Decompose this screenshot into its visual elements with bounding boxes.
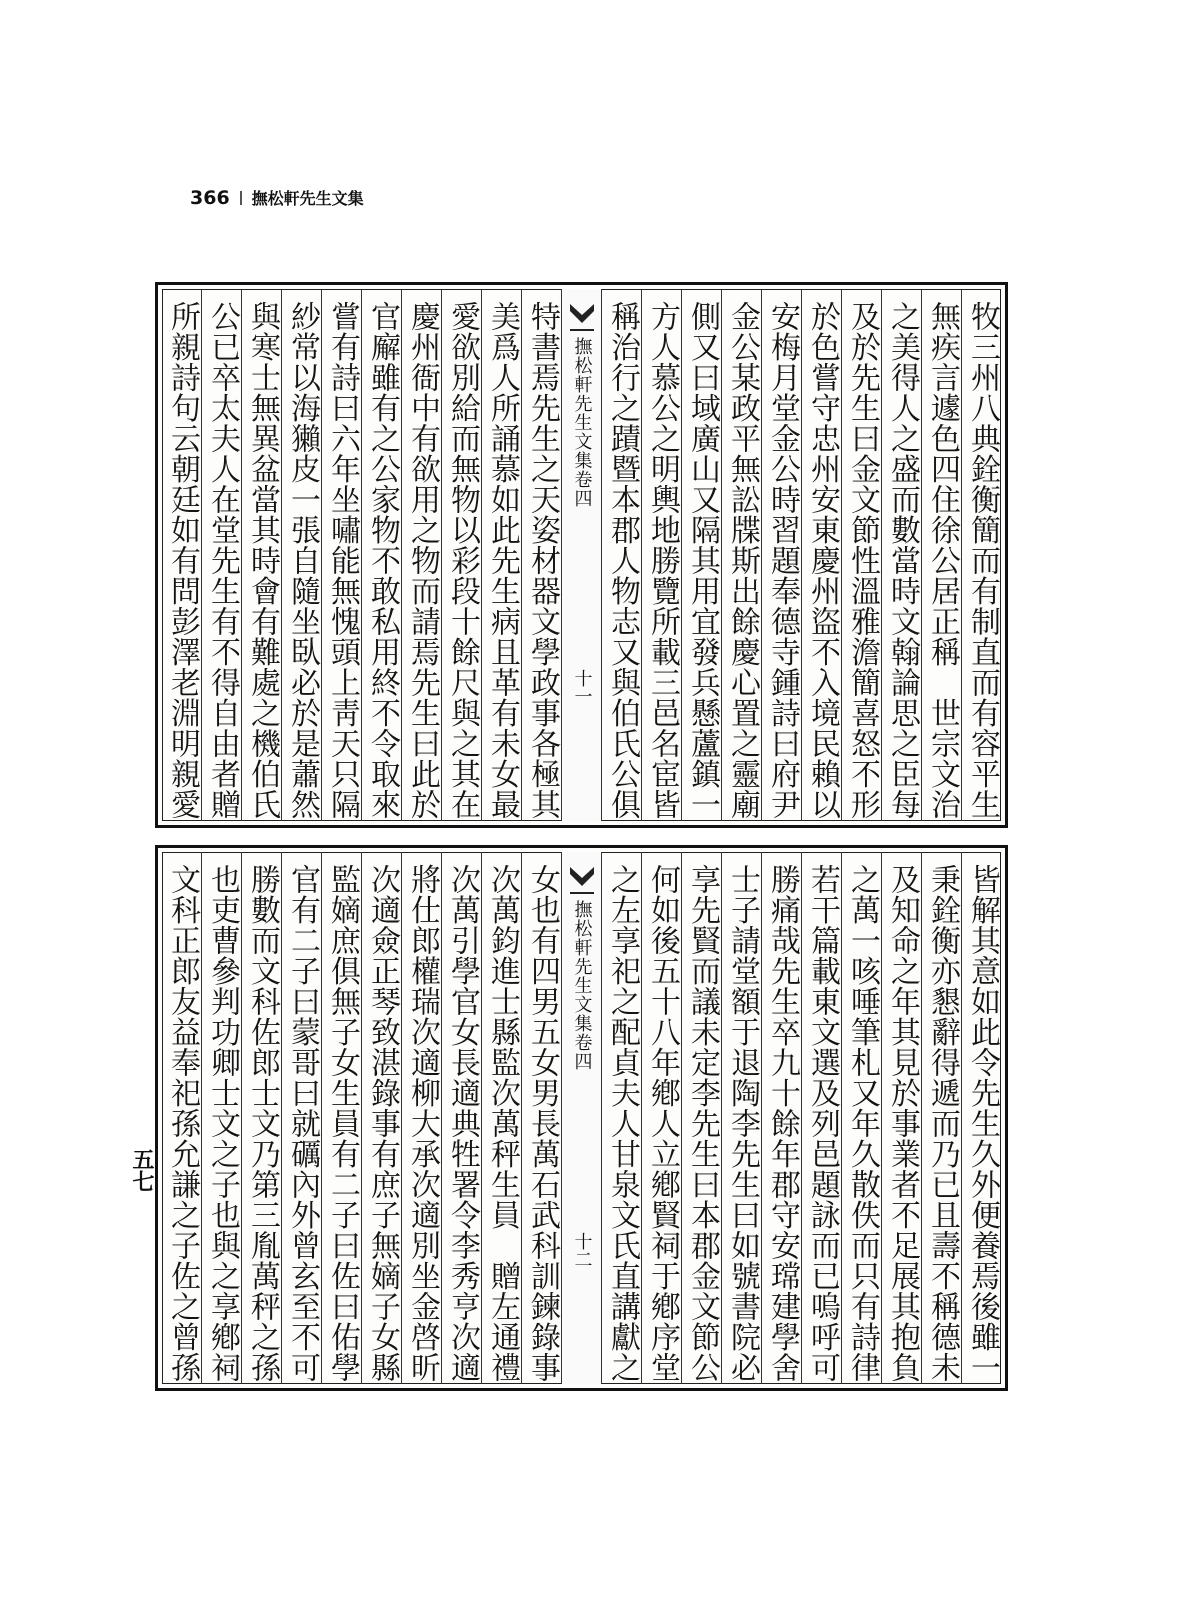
side-page-number: 五七 bbox=[129, 1148, 155, 1192]
text-column: 士子請堂額于退陶李先生曰如號書院必 bbox=[721, 852, 761, 1384]
centre-title: 撫松軒先生文集卷四 bbox=[571, 900, 593, 1071]
leaf-number: 十一 bbox=[571, 669, 593, 705]
text-column: 及知命之年其見於事業者不足展其抱負 bbox=[881, 852, 921, 1384]
text-column: 秉銓衡亦懇辭得遞而乃已且壽不稱德未 bbox=[921, 852, 961, 1384]
text-column: 之美得人之盛而數當時文翰論思之臣每 bbox=[881, 289, 921, 821]
running-head bbox=[190, 186, 364, 209]
text-column: 將仕郎權瑞次適柳大承次適別坐金啓昕 bbox=[401, 852, 441, 1384]
text-column: 稱治行之蹟暨本郡人物志又與伯氏公俱 bbox=[601, 289, 641, 821]
text-column: 監嫡庶俱無子女生員有二子曰佐曰佑學 bbox=[321, 852, 361, 1384]
text-column: 官廨雖有之公家物不敢私用終不令取來 bbox=[361, 289, 401, 821]
text-column: 愛欲別給而無物以彩段十餘尺與之其在 bbox=[441, 289, 481, 821]
text-column: 次萬鈞進士縣監次萬秤生員 贈左通禮 bbox=[481, 852, 521, 1384]
fish-tail-mark-icon bbox=[569, 303, 595, 333]
text-column: 美爲人所誦慕如此先生病且革有未女最 bbox=[481, 289, 521, 821]
woodblock-page-top bbox=[155, 282, 1008, 828]
text-column: 金公某政平無訟牒斯出餘慶心置之靈廟 bbox=[721, 289, 761, 821]
text-column: 之萬一咳唾筆札又年久散佚而只有詩律 bbox=[841, 852, 881, 1384]
text-column: 嘗有詩曰六年坐嘯能無愧頭上靑天只隔 bbox=[321, 289, 361, 821]
text-column: 側又曰域廣山又隔其用宜發兵懸蘆鎮一 bbox=[681, 289, 721, 821]
text-column: 之左享祀之配貞夫人甘泉文氏直講獻之 bbox=[601, 852, 641, 1384]
centre-title: 撫松軒先生文集卷四 bbox=[571, 337, 593, 508]
text-column: 慶州衙中有欲用之物而請焉先生曰此於 bbox=[401, 289, 441, 821]
text-column: 勝痛哉先生卒九十餘年郡守安瑺建學舍 bbox=[761, 852, 801, 1384]
text-column: 若干篇載東文選及列邑題詠而已嗚呼可 bbox=[801, 852, 841, 1384]
text-column: 何如後五十八年鄕人立鄕賢祠于鄕序堂 bbox=[641, 852, 681, 1384]
text-columns bbox=[162, 289, 1001, 821]
text-column: 也吏曹參判功卿士文之子也與之享鄕祠 bbox=[201, 852, 241, 1384]
leaf-number: 十二 bbox=[571, 1232, 593, 1268]
centre-fold-column bbox=[561, 289, 601, 821]
text-column: 勝數而文科佐郎士文乃第三胤萬秤之孫 bbox=[241, 852, 281, 1384]
text-column: 次適僉正琴致湛錄事有庶子無嫡子女縣 bbox=[361, 852, 401, 1384]
book-title: 撫松軒先生文集 bbox=[251, 189, 364, 208]
text-column: 安梅月堂金公時習題奉德寺鍾詩曰府尹 bbox=[761, 289, 801, 821]
text-column: 文科正郎友益奉祀孫允謙之子佐之曾孫 bbox=[165, 864, 200, 1383]
text-column: 無疾言遽色四住徐公居正稱 世宗文治 bbox=[921, 289, 961, 821]
centre-fold-column bbox=[561, 852, 601, 1384]
text-column: 特書焉先生之天姿材器文學政事各極其 bbox=[521, 289, 561, 821]
text-column: 官有二子曰蒙哥曰就礪內外曾玄至不可 bbox=[281, 852, 321, 1384]
text-column: 女也有四男五女男長萬石武科訓鍊錄事 bbox=[521, 852, 561, 1384]
text-column: 於色嘗守忠州安東慶州盜不入境民賴以 bbox=[801, 289, 841, 821]
text-column: 公已卒太夫人在堂先生有不得自由者贈 bbox=[201, 289, 241, 821]
page-number: 366 bbox=[190, 186, 230, 209]
text-column: 享先賢而議未定李先生曰本郡金文節公 bbox=[681, 852, 721, 1384]
header-separator bbox=[240, 191, 242, 205]
text-column: 皆解其意如此令先生久外便養焉後雖一 bbox=[961, 852, 1001, 1384]
text-column: 次萬引學官女長適典牲署令李秀亨次適 bbox=[441, 852, 481, 1384]
text-column: 及於先生曰金文節性溫雅澹簡喜怒不形 bbox=[841, 289, 881, 821]
text-columns bbox=[162, 852, 1001, 1384]
text-column: 紗常以海獺皮一張自隨坐臥必於是蕭然 bbox=[281, 289, 321, 821]
text-column: 與寒士無異盆當其時會有難處之機伯氏 bbox=[241, 289, 281, 821]
text-column: 所親詩句云朝廷如有問彭澤老淵明親愛 bbox=[165, 301, 200, 820]
woodblock-page-bottom bbox=[155, 845, 1008, 1391]
fish-tail-mark-icon bbox=[569, 866, 595, 896]
text-column: 方人慕公之明輿地勝覽所載三邑名宦皆 bbox=[641, 289, 681, 821]
text-column: 牧三州八典銓衡簡而有制直而有容平生 bbox=[961, 289, 1001, 821]
